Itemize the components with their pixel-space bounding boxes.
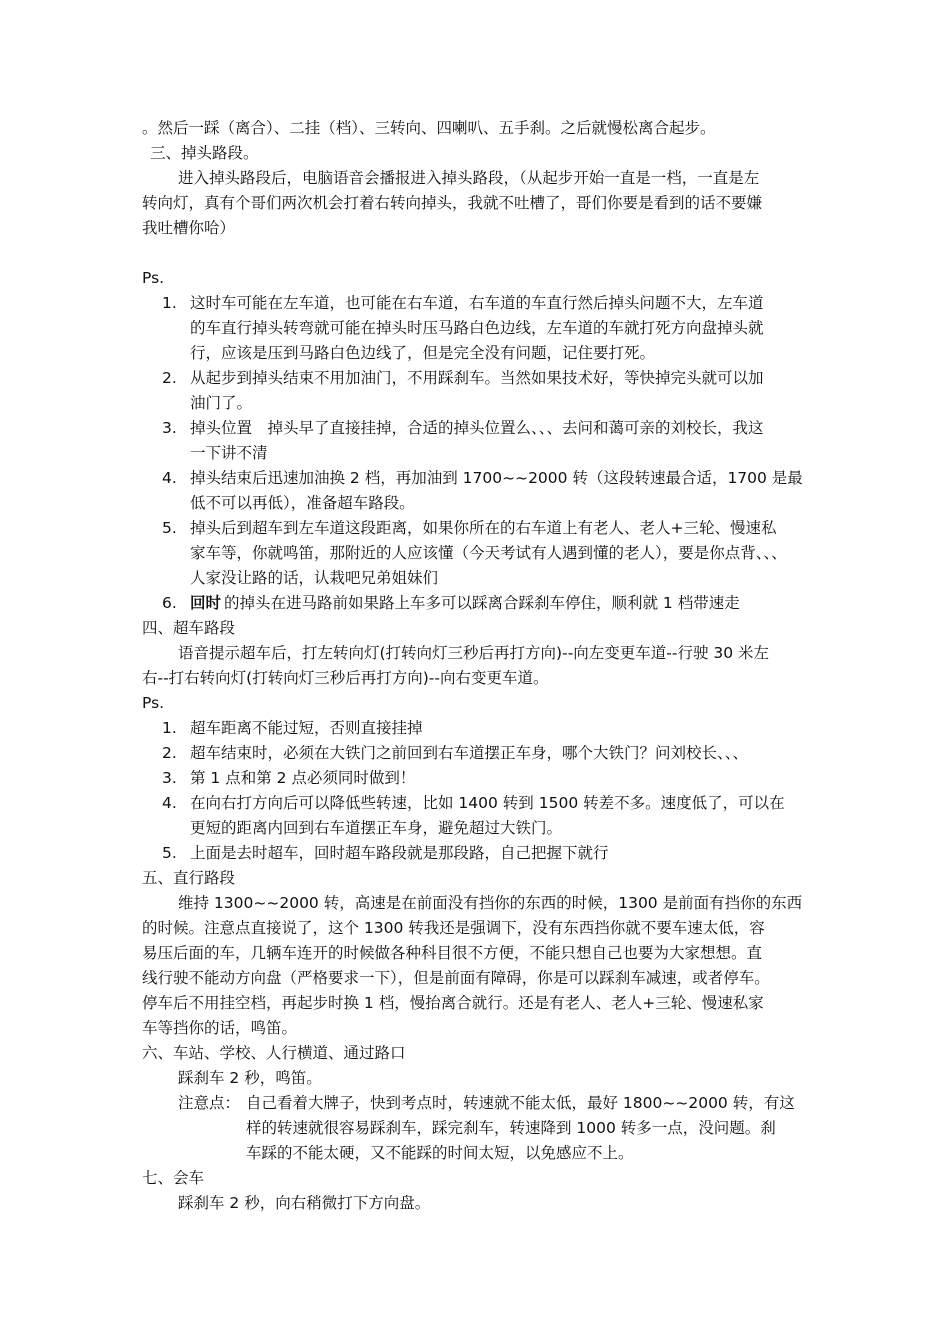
text-line: 踩刹车 2 秒，鸣笛。 <box>178 1069 322 1087</box>
text-line: 车踩的不能太硬，又不能踩的时间太短，以免感应不上。 <box>246 1144 634 1162</box>
list-number: 5. <box>162 519 177 537</box>
text-line: 车等挡你的话，鸣笛。 <box>142 1019 298 1037</box>
text-line: 低不可以再低），准备超车路段。 <box>190 494 415 512</box>
list-number: 1. <box>162 294 177 312</box>
text-line: 的时候。注意点直接说了，这个 1300 转我还是强调下，没有东西挡你就不要车速太低，容 <box>142 919 765 937</box>
list-number: 6. <box>162 594 177 612</box>
list-number: 1. <box>162 719 177 737</box>
text-line: 注意点： <box>178 1094 241 1112</box>
text-line: 维持 1300~~2000 转，高速是在前面没有挡你的东西的时候，1300 是前面有挡你的东西 <box>178 894 803 912</box>
text-line: 五、直行路段 <box>142 869 236 887</box>
text-line: 上面是去时超车，回时超车路段就是那段路，自己把握下就行 <box>190 844 609 862</box>
text-line: 自己看着大牌子，快到考点时，转速就不能太低，最好 1800~~2000 转，有这 <box>246 1094 795 1112</box>
text-line: 语音提示超车后，打左转向灯(打转向灯三秒后再打方向)--向左变更车道--行驶 30 米左 <box>178 644 770 662</box>
text-line: 踩刹车 2 秒，向右稍微打下方向盘。 <box>178 1194 431 1212</box>
text-line: 行，应该是压到马路白色边线了，但是完全没有问题，记住要打死。 <box>190 344 656 362</box>
list-number: 4. <box>162 794 177 812</box>
text-line: 停车后不用挂空档，再起步时换 1 档，慢抬离合就行。还是有老人、老人+三轮、慢速私家 <box>142 994 764 1012</box>
text-line: 在向右打方向后可以降低些转速，比如 1400 转到 1500 转差不多。速度低了，可以在 <box>190 794 785 812</box>
text-line: 。然后一踩（离合）、二挂（档）、三转向、四喇叭、五手刹。之后就慢松离合起步。 <box>142 119 716 137</box>
text-line: 易压后面的车，几辆车连开的时候做各种科目很不方便，不能只想自己也要为大家想想。直 <box>142 944 763 962</box>
text-line: 进入掉头路段后，电脑语音会播报进入掉头路段，（从起步开始一直是一档，一直是左 <box>178 169 760 187</box>
text-line: Ps. <box>142 269 165 287</box>
text-line: 超车结束时，必须在大铁门之前回到右车道摆正车身，哪个大铁门？问刘校长、、、 <box>190 744 749 762</box>
list-number: 2. <box>162 369 177 387</box>
text-line: 掉头结束后迅速加油换 2 档，再加油到 1700~~2000 转（这段转速最合适，1700 是最 <box>190 469 803 487</box>
text-line: 更短的距离内回到右车道摆正车身，避免超过大铁门。 <box>190 819 563 837</box>
text-line: 线行驶不能动方向盘（严格要求一下），但是前面有障碍，你是可以踩刹车减速，或者停车。 <box>142 969 770 987</box>
text-line: 右--打右转向灯(打转向灯三秒后再打方向)--向右变更车道。 <box>142 669 549 687</box>
text-line: 掉头后到超车到左车道这段距离，如果你所在的右车道上有老人、老人+三轮、慢速私 <box>190 519 777 537</box>
list-number: 3. <box>162 419 177 437</box>
text-line: 第 1 点和第 2 点必须同时做到！ <box>190 769 416 787</box>
text-line: Ps. <box>142 694 165 712</box>
text-line: 的车直行掉头转弯就可能在掉头时压马路白色边线，左车道的车就打死方向盘掉头就 <box>190 319 764 337</box>
text-line: 油门了。 <box>190 394 253 412</box>
bold-prefix: 回时 <box>190 594 222 612</box>
text-line: 家车等，你就鸣笛，那附近的人应该懂（今天考试有人遇到懂的老人），要是你点背、、、 <box>190 544 787 562</box>
list-number: 3. <box>162 769 177 787</box>
text-line: 转向灯，真有个哥们两次机会打着右转向掉头，我就不吐槽了，哥们你要是看到的话不要嫌 <box>142 194 763 212</box>
text-line: 我吐槽你哈） <box>142 219 236 237</box>
text-line: 掉头位置 掉头早了直接挂掉，合适的掉头位置么、、、去问和蔼可亲的刘校长，我这 <box>190 419 764 437</box>
list-number: 4. <box>162 469 177 487</box>
text-line: 从起步到掉头结束不用加油门，不用踩刹车。当然如果技术好，等快掉完头就可以加 <box>190 369 764 387</box>
text-line: 四、超车路段 <box>142 619 236 637</box>
text-line: 的掉头在进马路前如果路上车多可以踩离合踩刹车停住，顺利就 1 档带速走 <box>224 594 740 612</box>
list-number: 5. <box>162 844 177 862</box>
text-line: 一下讲不清 <box>190 444 268 462</box>
text-line: 七、会车 <box>142 1169 205 1187</box>
text-line: 人家没让路的话，认栽吧兄弟姐妹们 <box>190 569 439 587</box>
text-line: 三、掉头路段。 <box>150 144 259 162</box>
text-line: 六、车站、学校、人行横道、通过路口 <box>142 1044 406 1062</box>
text-line: 超车距离不能过短，否则直接挂掉 <box>190 719 423 737</box>
text-line: 这时车可能在左车道，也可能在右车道，右车道的车直行然后掉头问题不大，左车道 <box>190 294 764 312</box>
list-number: 2. <box>162 744 177 762</box>
text-line: 样的转速就很容易踩刹车，踩完刹车，转速降到 1000 转多一点，没问题。刹 <box>246 1119 776 1137</box>
